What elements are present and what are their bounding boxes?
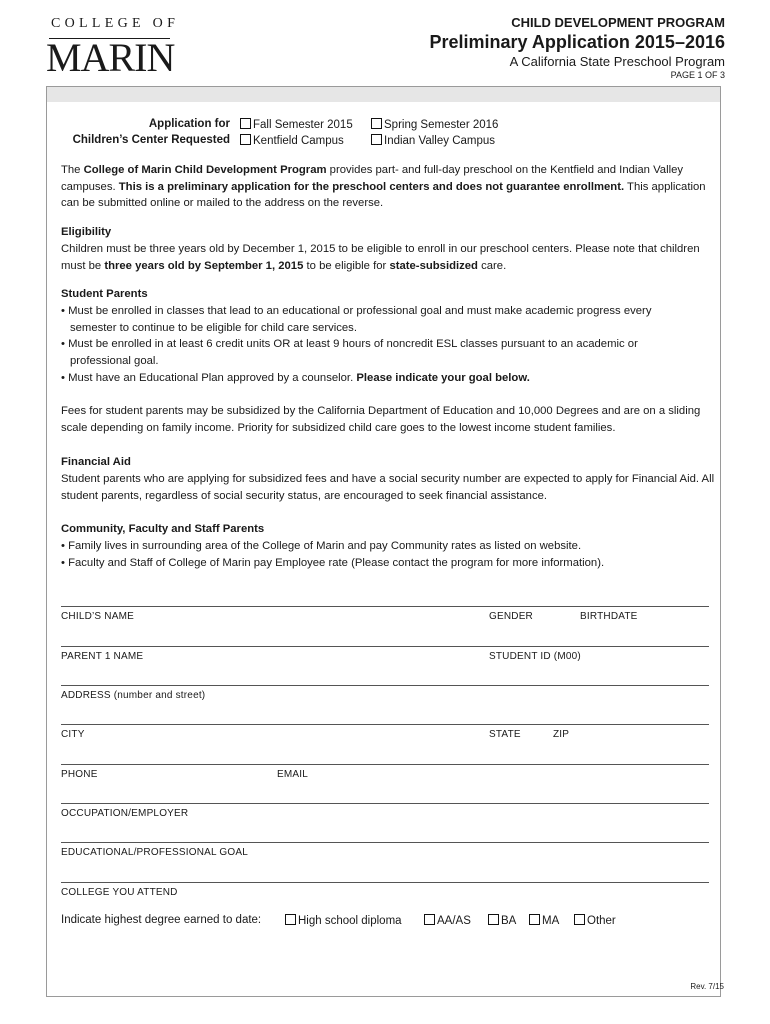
degree-prompt: Indicate highest degree earned to date: [61, 914, 262, 926]
financial-aid-heading: Financial Aid [61, 456, 131, 468]
community-bullet-2: • Faculty and Staff of College of Marin pay Employee rate (Please contact the program for more information). [61, 557, 605, 569]
community-heading: Community, Faculty and Staff Parents [61, 523, 265, 535]
community-bullet-1: • Family lives in surrounding area of the College of Marin and pay Community rates as listed on website. [61, 540, 582, 552]
student-id-label: STUDENT ID (M00) [489, 651, 581, 662]
birthdate-label: BIRTHDATE [580, 611, 638, 622]
student-parents-bullet-2: • Must be enrolled in at least 6 credit units OR at least 9 hours of noncredit ESL classes pursuant to an academic or [61, 338, 638, 350]
program-title: CHILD DEVELOPMENT PROGRAM [511, 15, 725, 30]
checkbox-icon[interactable] [529, 914, 540, 925]
goal-line[interactable] [61, 842, 709, 843]
student-parents-bullet-3: • Must have an Educational Plan approved by a counselor. Please indicate your goal below. [61, 372, 530, 384]
checkbox-icon[interactable] [488, 914, 499, 925]
degree-other-option[interactable]: Other [574, 914, 616, 927]
phone-line[interactable] [61, 764, 709, 765]
phone-label: PHONE [61, 769, 98, 780]
student-parents-heading: Student Parents [61, 288, 148, 300]
checkbox-icon[interactable] [285, 914, 296, 925]
address-line[interactable] [61, 685, 709, 686]
parent1-name-label: PARENT 1 NAME [61, 651, 144, 662]
degree-high-school-option[interactable]: High school diploma [285, 914, 402, 927]
college-label: COLLEGE YOU ATTEND [61, 887, 178, 898]
logo-college-of: COLLEGE OF [51, 16, 180, 31]
goal-label: EDUCATIONAL/PROFESSIONAL GOAL [61, 847, 248, 858]
page-title: Preliminary Application 2015–2016 [429, 32, 725, 52]
address-label: ADDRESS (number and street) [61, 690, 206, 701]
occupation-label: OCCUPATION/EMPLOYER [61, 808, 189, 819]
application-for-label: Application for [148, 118, 230, 130]
student-parents-bullet-1-cont: semester to continue to be eligible for child care services. [70, 322, 357, 334]
intro-paragraph: The College of Marin Child Development Program provides part- and full-day preschool on the Kentfield and Indian Valley campuses. This is a preliminary application for the preschool centers and does not guarantee enrollment. This application can be submitted online or mailed to the address on the reverse. [61, 164, 706, 210]
checkbox-icon[interactable] [574, 914, 585, 925]
checkbox-icon[interactable] [424, 914, 435, 925]
degree-ba-option[interactable]: BA [488, 914, 516, 927]
fall-semester-option[interactable]: Fall Semester 2015 [240, 118, 353, 131]
occupation-line[interactable] [61, 803, 709, 804]
degree-aa-as-option[interactable]: AA/AS [424, 914, 471, 927]
email-label: EMAIL [277, 769, 309, 780]
student-parents-bullet-2-cont: professional goal. [70, 355, 159, 367]
checkbox-icon[interactable] [240, 118, 251, 129]
checkbox-icon[interactable] [371, 134, 382, 145]
indian-valley-campus-option[interactable]: Indian Valley Campus [371, 134, 495, 147]
city-line[interactable] [61, 724, 709, 725]
childs-name-label: CHILD’S NAME [61, 611, 134, 622]
parent1-name-line[interactable] [61, 646, 709, 647]
center-requested-label: Children’s Center Requested [72, 134, 230, 146]
kentfield-campus-option[interactable]: Kentfield Campus [240, 134, 344, 147]
eligibility-heading: Eligibility [61, 226, 112, 238]
checkbox-icon[interactable] [371, 118, 382, 129]
state-label: STATE [489, 729, 521, 740]
revision-label: Rev. 7/15 [690, 982, 724, 991]
frame-header-band [47, 87, 720, 102]
student-parents-bullet-1: • Must be enrolled in classes that lead to an educational or professional goal and must make academic progress every [61, 305, 652, 317]
city-label: CITY [61, 729, 85, 740]
checkbox-icon[interactable] [240, 134, 251, 145]
childs-name-line[interactable] [61, 606, 709, 607]
eligibility-paragraph: Children must be three years old by December 1, 2015 to be eligible to enroll in our preschool centers. Please note that children must be three years old by September 1, 2015 to be eligible for state-subsidized care. [61, 243, 700, 272]
financial-aid-paragraph: Student parents who are applying for subsidized fees and have a social security number are expected to apply for Financial Aid. All student parents, regardless of social security status, are encouraged to seek financial assistance. [61, 473, 715, 502]
logo-marin: MARIN [46, 35, 175, 80]
gender-label: GENDER [489, 611, 533, 622]
spring-semester-option[interactable]: Spring Semester 2016 [371, 118, 498, 131]
page-number: PAGE 1 OF 3 [670, 70, 725, 80]
degree-ma-option[interactable]: MA [529, 914, 559, 927]
fees-paragraph: Fees for student parents may be subsidized by the California Department of Education and 10,000 Degrees and are on a sliding scale depending on family income. Priority for subsidized child care goes to the lowest income student families. [61, 405, 701, 434]
page-subtitle: A California State Preschool Program [509, 54, 725, 69]
college-line[interactable] [61, 882, 709, 883]
zip-label: ZIP [553, 729, 570, 740]
